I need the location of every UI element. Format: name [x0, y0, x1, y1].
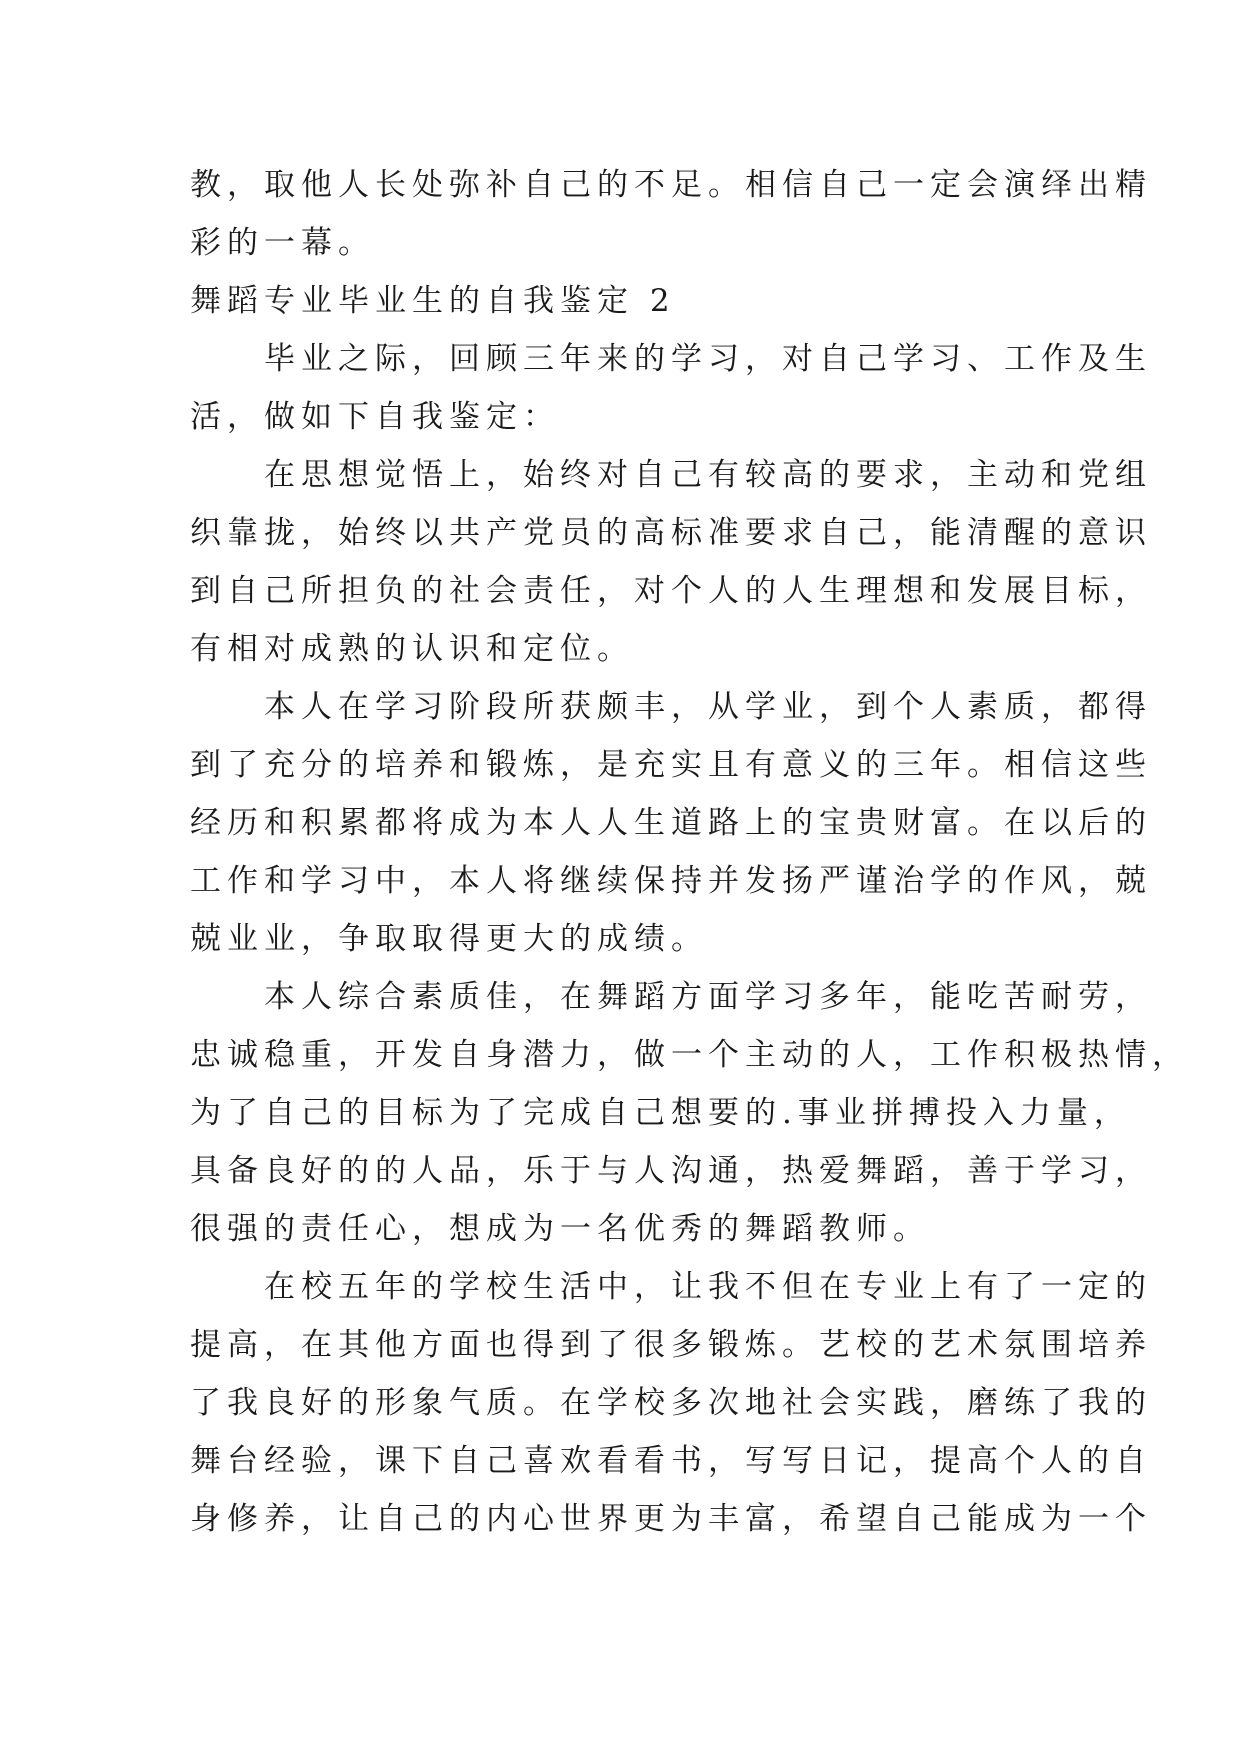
text-line: 很强的责任心，想成为一名优秀的舞蹈教师。 [190, 1211, 930, 1247]
text-line: 有相对成熟的认识和定位。 [190, 631, 634, 667]
text-line: 教，取他人长处弥补自己的不足。相信自己一定会演绎出精 [190, 167, 1152, 203]
text-line: 了我良好的形象气质。在学校多次地社会实践，磨练了我的 [190, 1385, 1152, 1421]
text-line: 兢业业，争取取得更大的成绩。 [190, 921, 708, 957]
text-line: 经历和积累都将成为本人人生道路上的宝贵财富。在以后的 [190, 805, 1152, 841]
text-line: 在思想觉悟上，始终对自己有较高的要求，主动和党组 [190, 457, 1152, 493]
text-line: 在校五年的学校生活中，让我不但在专业上有了一定的 [190, 1269, 1152, 1305]
text-line: 本人综合素质佳，在舞蹈方面学习多年，能吃苦耐劳， [190, 979, 1152, 1015]
text-line: 彩的一幕。 [190, 225, 375, 261]
text-line: 工作和学习中，本人将继续保持并发扬严谨治学的作风，兢 [190, 863, 1152, 899]
text-line: 到自己所担负的社会责任，对个人的人生理想和发展目标， [190, 573, 1152, 609]
text-line: 为了自己的目标为了完成自己想要的.事业拼搏投入力量， [190, 1095, 1131, 1131]
text-line: 忠诚稳重，开发自身潜力，做一个主动的人，工作积极热情， [190, 1037, 1189, 1073]
text-line: 活，做如下自我鉴定： [190, 399, 560, 435]
text-line: 毕业之际，回顾三年来的学习，对自己学习、工作及生 [190, 341, 1152, 377]
text-line: 到了充分的培养和锻炼，是充实且有意义的三年。相信这些 [190, 747, 1152, 783]
text-line: 舞台经验，课下自己喜欢看看书，写写日记，提高个人的自 [190, 1443, 1152, 1479]
text-line: 织靠拢，始终以共产党员的高标准要求自己，能清醒的意识 [190, 515, 1152, 551]
text-line: 身修养，让自己的内心世界更为丰富，希望自己能成为一个 [190, 1501, 1152, 1537]
section-heading: 舞蹈专业毕业生的自我鉴定 2 [190, 283, 676, 319]
text-line: 具备良好的的人品，乐于与人沟通，热爱舞蹈，善于学习， [190, 1153, 1152, 1189]
body-text [190, 156, 1189, 1548]
text-line: 提高，在其他方面也得到了很多锻炼。艺校的艺术氛围培养 [190, 1327, 1152, 1363]
text-line: 本人在学习阶段所获颇丰，从学业，到个人素质，都得 [190, 689, 1152, 725]
